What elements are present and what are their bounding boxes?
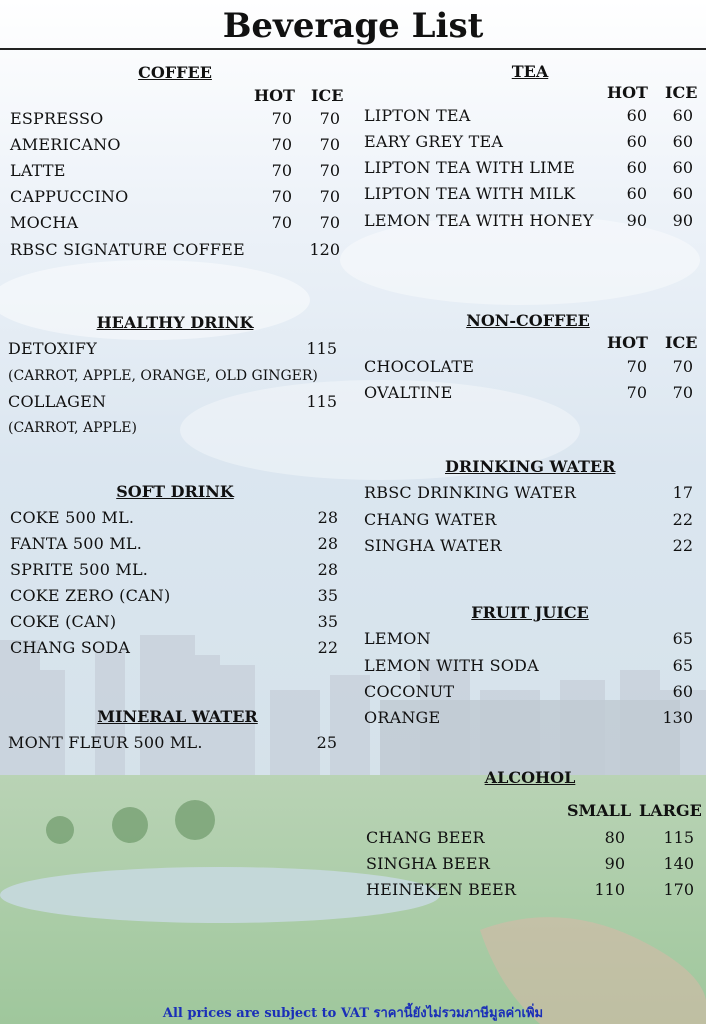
non-coffee-item: CHOCOLATE xyxy=(364,357,475,376)
drinking-water-price: 17 xyxy=(672,483,693,502)
soft-drink-item: COKE 500 ML. xyxy=(10,508,135,527)
alcohol-large-price: 170 xyxy=(663,880,694,899)
tea-hot-price: 90 xyxy=(626,211,647,230)
coffee-hot-price: 70 xyxy=(271,109,292,128)
non-coffee-hot-price: 70 xyxy=(626,357,647,376)
soft-drink-price: 35 xyxy=(317,586,338,605)
tea-item: LIPTON TEA WITH MILK xyxy=(364,184,576,203)
healthy-drink-heading: HEALTHY DRINK xyxy=(96,313,254,332)
alcohol-large-price: 140 xyxy=(663,854,694,873)
soft-drink-item: SPRITE 500 ML. xyxy=(10,560,149,579)
coffee-hot-price: 70 xyxy=(271,161,292,180)
tea-hot-header: HOT xyxy=(607,83,648,102)
drinking-water-price: 22 xyxy=(672,510,693,529)
healthy-price: 115 xyxy=(306,392,337,411)
soft-drink-item: FANTA 500 ML. xyxy=(10,534,143,553)
healthy-item-note: (CARROT, APPLE, ORANGE, OLD GINGER) xyxy=(8,368,318,384)
mineral-water-heading: MINERAL WATER xyxy=(97,707,258,726)
fruit-juice-price: 65 xyxy=(672,656,693,675)
alcohol-small-price: 110 xyxy=(594,880,625,899)
healthy-item: COLLAGEN xyxy=(8,392,107,411)
coffee-hot-price: 70 xyxy=(271,187,292,206)
alcohol-small-price: 80 xyxy=(604,828,625,847)
coffee-ice-header: ICE xyxy=(311,86,344,105)
tea-ice-price: 60 xyxy=(672,158,693,177)
non-coffee-ice-price: 70 xyxy=(672,383,693,402)
coffee-ice-price: 70 xyxy=(319,213,340,232)
healthy-item-note: (CARROT, APPLE) xyxy=(8,420,137,436)
coffee-ice-price: 70 xyxy=(319,135,340,154)
non-coffee-hot-price: 70 xyxy=(626,383,647,402)
non-coffee-item: OVALTINE xyxy=(364,383,453,402)
drinking-water-item: CHANG WATER xyxy=(364,510,497,529)
healthy-item: DETOXIFY xyxy=(8,339,97,358)
alcohol-small-header: SMALL xyxy=(567,801,632,820)
tea-ice-header: ICE xyxy=(665,83,698,102)
coffee-item: MOCHA xyxy=(10,213,79,232)
coffee-item: ESPRESSO xyxy=(10,109,104,128)
coffee-item: AMERICANO xyxy=(10,135,121,154)
alcohol-large-header: LARGE xyxy=(639,801,702,820)
tea-hot-price: 60 xyxy=(626,132,647,151)
drinking-water-price: 22 xyxy=(672,536,693,555)
coffee-hot-header: HOT xyxy=(254,86,295,105)
tea-hot-price: 60 xyxy=(626,184,647,203)
coffee-item: RBSC SIGNATURE COFFEE xyxy=(10,240,245,259)
fruit-juice-heading: FRUIT JUICE xyxy=(471,603,589,622)
soft-drink-price: 28 xyxy=(317,508,338,527)
non-coffee-ice-price: 70 xyxy=(672,357,693,376)
fruit-juice-item: COCONUT xyxy=(364,682,455,701)
coffee-heading: COFFEE xyxy=(138,63,212,82)
tea-item: LEMON TEA WITH HONEY xyxy=(364,211,594,230)
coffee-hot-price: 70 xyxy=(271,135,292,154)
page-title: Beverage List xyxy=(222,6,484,46)
tea-heading: TEA xyxy=(511,62,549,81)
soft-drink-price: 28 xyxy=(317,534,338,553)
mineral-water-price: 25 xyxy=(316,733,337,752)
non-coffee-ice-header: ICE xyxy=(665,333,698,352)
soft-drink-item: COKE ZERO (CAN) xyxy=(10,586,171,605)
soft-drink-item: CHANG SODA xyxy=(10,638,131,657)
fruit-juice-item: LEMON WITH SODA xyxy=(364,656,539,675)
vat-footer-note: All prices are subject to VAT ราคานี้ยังไม่รวมภาษีมูลค่าเพิ่ม xyxy=(162,1006,544,1021)
tea-item: EARY GREY TEA xyxy=(364,132,504,151)
soft-drink-item: COKE (CAN) xyxy=(10,612,117,631)
fruit-juice-item: ORANGE xyxy=(364,708,441,727)
tea-ice-price: 60 xyxy=(672,132,693,151)
fruit-juice-item: LEMON xyxy=(364,629,431,648)
coffee-ice-price: 70 xyxy=(319,187,340,206)
alcohol-heading: ALCOHOL xyxy=(484,768,576,787)
coffee-ice-price: 70 xyxy=(319,161,340,180)
coffee-hot-price: 70 xyxy=(271,213,292,232)
soft-drink-price: 28 xyxy=(317,560,338,579)
alcohol-large-price: 115 xyxy=(663,828,694,847)
alcohol-item: SINGHA BEER xyxy=(366,854,491,873)
soft-drink-price: 35 xyxy=(317,612,338,631)
mineral-water-item: MONT FLEUR 500 ML. xyxy=(8,733,203,752)
coffee-item: LATTE xyxy=(10,161,66,180)
drinking-water-item: RBSC DRINKING WATER xyxy=(364,483,576,502)
title-divider xyxy=(0,48,706,50)
soft-drink-heading: SOFT DRINK xyxy=(116,482,234,501)
tea-hot-price: 60 xyxy=(626,158,647,177)
coffee-item: CAPPUCCINO xyxy=(10,187,129,206)
tea-item: LIPTON TEA xyxy=(364,106,471,125)
healthy-price: 115 xyxy=(306,339,337,358)
fruit-juice-price: 60 xyxy=(672,682,693,701)
tea-ice-price: 60 xyxy=(672,106,693,125)
tea-ice-price: 60 xyxy=(672,184,693,203)
fruit-juice-price: 65 xyxy=(672,629,693,648)
tea-hot-price: 60 xyxy=(626,106,647,125)
coffee-ice-price: 70 xyxy=(319,109,340,128)
alcohol-item: CHANG BEER xyxy=(366,828,485,847)
drinking-water-item: SINGHA WATER xyxy=(364,536,502,555)
alcohol-small-price: 90 xyxy=(604,854,625,873)
non-coffee-hot-header: HOT xyxy=(607,333,648,352)
tea-item: LIPTON TEA WITH LIME xyxy=(364,158,576,177)
drinking-water-heading: DRINKING WATER xyxy=(445,457,616,476)
fruit-juice-price: 130 xyxy=(662,708,693,727)
soft-drink-price: 22 xyxy=(317,638,338,657)
non-coffee-heading: NON-COFFEE xyxy=(466,311,590,330)
alcohol-item: HEINEKEN BEER xyxy=(366,880,517,899)
coffee-price: 120 xyxy=(309,240,340,259)
tea-ice-price: 90 xyxy=(672,211,693,230)
